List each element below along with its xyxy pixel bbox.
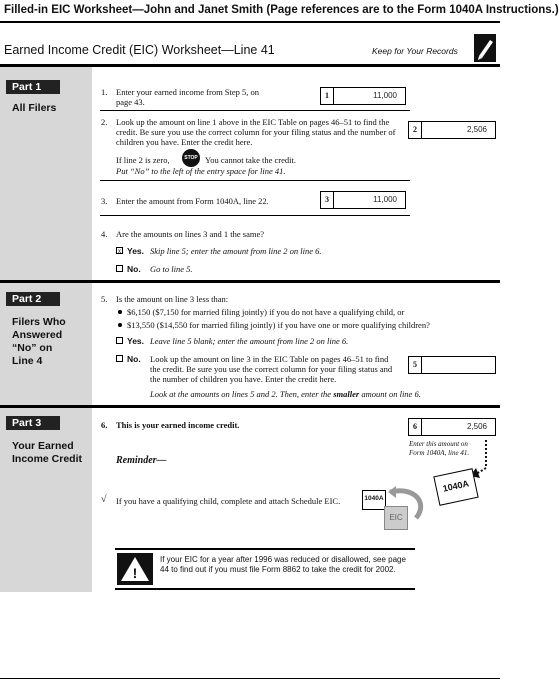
line3-number: 3.	[101, 196, 108, 206]
line4-text: Are the amounts on lines 3 and 1 the same?	[116, 229, 265, 239]
line2-text: Look up the amount on line 1 above in the EIC Table on pages 46–51 to find the credit. Be sure you use the correct column for your filing status and the number of children you have. Enter the credit here.	[116, 117, 396, 147]
part3-sidebar	[0, 408, 92, 592]
warning-rule-bottom	[115, 588, 415, 590]
part3-tab: Part 3	[6, 416, 60, 430]
line5-look-a: Look at the amounts on lines 5 and 2. Then, enter the	[150, 389, 332, 399]
line4-yes-checkbox[interactable]: x	[117, 247, 122, 255]
part-divider	[0, 405, 500, 408]
line6-number: 6.	[101, 420, 108, 430]
line4-yes-text: Skip line 5; enter the amount from line 2 on line 6.	[150, 246, 322, 256]
stop-sign-icon: STOP	[182, 149, 200, 167]
line-separator	[100, 215, 410, 216]
line5-text: Is the amount on line 3 less than:	[116, 294, 229, 304]
line5-look-instruction	[150, 389, 421, 399]
line6-entry[interactable]	[408, 418, 496, 436]
bullet-icon	[118, 323, 122, 327]
warning-icon	[117, 553, 153, 585]
keep-records-note: Keep for Your Records	[372, 46, 458, 56]
line2-zero-text: If line 2 is zero,	[116, 155, 170, 165]
line5-look-smaller: smaller	[333, 389, 360, 399]
line4-number: 4.	[101, 229, 108, 239]
line5-bullet1: $6,150 ($7,150 for married filing jointly) if you do not have a qualifying child, or	[127, 307, 405, 317]
line1-value: 11,000	[373, 91, 397, 100]
page-header-title: Filled-in EIC Worksheet—John and Janet Smith (Page references are to the Form 1040A Instructions.)	[4, 4, 559, 16]
line1-box-label: 1	[321, 88, 334, 104]
part2-description: Filers Who Answered “No” on Line 4	[12, 316, 66, 367]
line5-no-text: Look up the amount on line 3 in the EIC Table on pages 46–51 to find the credit. Be sure you use the correct column for your filing status and the number of children you have. Enter the credit here.	[150, 354, 393, 384]
line1-entry[interactable]	[320, 87, 406, 105]
line5-entry[interactable]	[408, 356, 496, 374]
line5-no-label: No.	[127, 354, 141, 364]
pen-icon	[474, 34, 496, 62]
line6-box-label: 6	[409, 419, 422, 435]
line5-yes-checkbox[interactable]	[116, 337, 123, 344]
warning-text: If your EIC for a year after 1996 was reduced or disallowed, see page 44 to find out if you must file Form 8862 to take the credit for 2002.	[160, 555, 406, 574]
part-divider	[0, 280, 500, 283]
line4-yes-label: Yes.	[127, 246, 145, 256]
line1-text: Enter your earned income from Step 5, on page 43.	[116, 87, 260, 107]
part1-sidebar	[0, 67, 92, 280]
line5-bullet2: $13,550 ($14,550 for married filing jointly) if you have one or more qualifying children?	[127, 320, 430, 330]
line2-number: 2.	[101, 117, 108, 127]
line2-value: 2,506	[466, 125, 487, 134]
line2-put-no: Put “No” to the left of the entry space for line 41.	[116, 166, 286, 176]
line5-no-checkbox[interactable]	[116, 355, 123, 362]
form-1040a-icon: 1040A	[362, 490, 386, 510]
checkmark-icon: √	[101, 494, 107, 505]
line-separator	[100, 180, 410, 181]
line4-no-text: Go to line 5.	[150, 264, 193, 274]
line5-box-label: 5	[409, 357, 422, 373]
part3-description: Your Earned Income Credit	[12, 440, 83, 465]
bullet-icon	[118, 310, 122, 314]
line1-number: 1.	[101, 87, 108, 97]
line4-no-label: No.	[127, 264, 141, 274]
line6-value: 2,506	[466, 422, 487, 431]
part1-description: All Filers	[12, 102, 57, 114]
warning-glyph: !	[132, 565, 138, 581]
line4-no-checkbox[interactable]	[116, 265, 123, 272]
line3-value: 11,000	[373, 195, 397, 204]
schedule-eic-icon: EIC	[384, 506, 408, 530]
footer-rule	[0, 678, 500, 679]
line3-box-label: 3	[321, 192, 334, 208]
line2-cannot-take: You cannot take the credit.	[205, 155, 296, 165]
line3-text: Enter the amount from Form 1040A, line 22.	[116, 196, 269, 206]
line3-entry[interactable]	[320, 191, 406, 209]
reminder-title: Reminder—	[116, 455, 167, 466]
line2-entry[interactable]	[408, 121, 496, 139]
line5-yes-label: Yes.	[127, 336, 145, 346]
line2-box-label: 2	[409, 122, 422, 138]
warning-rule-top	[115, 548, 415, 550]
form-1040a-document-icon: 1040A	[433, 468, 478, 506]
line-separator	[100, 110, 410, 111]
line6-enter-note: Enter this amount on Form 1040A, line 41.	[409, 440, 470, 457]
header-rule	[0, 21, 500, 23]
reminder-text: If you have a qualifying child, complete and attach Schedule EIC.	[116, 496, 341, 506]
line5-yes-text: Leave line 5 blank; enter the amount from line 2 on line 6.	[150, 336, 349, 346]
part2-tab: Part 2	[6, 292, 60, 306]
worksheet-title: Earned Income Credit (EIC) Worksheet—Line 41	[4, 43, 275, 57]
line5-number: 5.	[101, 294, 108, 304]
line5-look-c: amount on line 6.	[361, 389, 421, 399]
part1-tab: Part 1	[6, 80, 60, 94]
line6-text: This is your earned income credit.	[116, 420, 240, 430]
